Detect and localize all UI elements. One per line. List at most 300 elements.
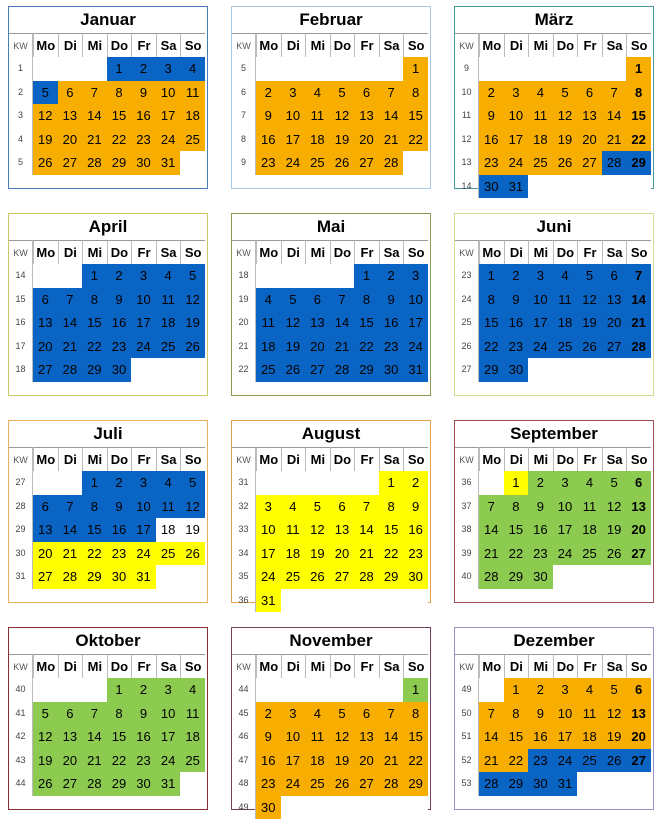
day-cell: 19 xyxy=(281,335,306,359)
day-cell: 14 xyxy=(379,725,404,749)
weekday-header: Fr xyxy=(577,33,602,57)
week-number: 44 xyxy=(9,772,33,796)
day-cell: 10 xyxy=(553,495,578,519)
week-number: 48 xyxy=(232,772,256,796)
day-cell: 1 xyxy=(626,57,651,81)
day-cell: 23 xyxy=(131,749,156,773)
day-cell: 11 xyxy=(180,702,205,726)
day-cell: 16 xyxy=(107,518,132,542)
week-number: 16 xyxy=(9,311,33,335)
day-cell: 8 xyxy=(403,81,428,105)
day-cell: 25 xyxy=(528,151,553,175)
empty-cell xyxy=(553,57,578,81)
weekday-header: Fr xyxy=(131,654,156,678)
day-cell: 12 xyxy=(602,702,627,726)
month-juli xyxy=(8,420,208,603)
day-cell: 6 xyxy=(305,288,330,312)
week-number: 31 xyxy=(232,471,256,495)
day-cell: 6 xyxy=(626,678,651,702)
empty-cell xyxy=(131,358,156,382)
day-cell: 13 xyxy=(577,104,602,128)
weekday-header: Do xyxy=(330,33,355,57)
day-cell: 21 xyxy=(602,128,627,152)
weekday-header: Mi xyxy=(528,447,553,471)
day-cell: 29 xyxy=(626,151,651,175)
week-number: 14 xyxy=(9,264,33,288)
day-cell: 12 xyxy=(553,104,578,128)
day-cell: 26 xyxy=(33,772,58,796)
empty-cell xyxy=(330,589,355,613)
weekday-header: Do xyxy=(107,654,132,678)
day-cell: 14 xyxy=(354,518,379,542)
day-cell: 17 xyxy=(403,311,428,335)
weekday-header: Mi xyxy=(82,654,107,678)
day-cell: 1 xyxy=(504,471,529,495)
day-cell: 28 xyxy=(58,565,83,589)
week-number: 21 xyxy=(232,335,256,359)
day-cell: 15 xyxy=(107,725,132,749)
week-number: 26 xyxy=(455,335,479,359)
weekday-header: Sa xyxy=(379,33,404,57)
empty-cell xyxy=(528,57,553,81)
day-cell: 13 xyxy=(602,288,627,312)
day-cell: 9 xyxy=(131,81,156,105)
empty-cell xyxy=(354,471,379,495)
day-cell: 24 xyxy=(528,335,553,359)
day-cell: 6 xyxy=(58,81,83,105)
weekday-header: Mi xyxy=(528,240,553,264)
day-cell: 26 xyxy=(305,565,330,589)
day-cell: 31 xyxy=(256,589,281,613)
empty-cell xyxy=(379,796,404,820)
day-cell: 3 xyxy=(504,81,529,105)
day-cell: 9 xyxy=(403,495,428,519)
day-cell: 8 xyxy=(504,495,529,519)
day-cell: 4 xyxy=(180,57,205,81)
day-cell: 12 xyxy=(305,518,330,542)
day-cell: 19 xyxy=(330,749,355,773)
day-cell: 25 xyxy=(577,749,602,773)
day-cell: 29 xyxy=(107,151,132,175)
week-number: 51 xyxy=(455,725,479,749)
day-cell: 23 xyxy=(256,151,281,175)
day-cell: 25 xyxy=(305,772,330,796)
day-cell: 8 xyxy=(403,702,428,726)
empty-cell xyxy=(626,772,651,796)
day-cell: 4 xyxy=(553,264,578,288)
day-cell: 14 xyxy=(602,104,627,128)
weekday-header: Fr xyxy=(577,447,602,471)
day-cell: 11 xyxy=(528,104,553,128)
empty-cell xyxy=(504,57,529,81)
weekday-header: Mi xyxy=(305,240,330,264)
weekday-header: Fr xyxy=(577,240,602,264)
day-cell: 12 xyxy=(33,725,58,749)
day-cell: 31 xyxy=(131,565,156,589)
day-cell: 30 xyxy=(479,175,504,199)
day-cell: 1 xyxy=(403,57,428,81)
month-title: November xyxy=(289,631,373,650)
day-cell: 14 xyxy=(82,104,107,128)
empty-cell xyxy=(156,358,181,382)
month-title: April xyxy=(88,217,128,236)
empty-cell xyxy=(281,796,306,820)
day-cell: 6 xyxy=(330,495,355,519)
day-cell: 26 xyxy=(330,772,355,796)
weekday-header: Sa xyxy=(379,240,404,264)
day-cell: 27 xyxy=(602,335,627,359)
day-cell: 1 xyxy=(354,264,379,288)
kw-header: KW xyxy=(455,240,479,264)
week-number: 49 xyxy=(455,678,479,702)
empty-cell xyxy=(479,678,504,702)
day-cell: 14 xyxy=(626,288,651,312)
weekday-header: Mo xyxy=(33,447,58,471)
day-cell: 2 xyxy=(131,57,156,81)
day-cell: 19 xyxy=(602,725,627,749)
day-cell: 11 xyxy=(256,311,281,335)
empty-cell xyxy=(553,358,578,382)
day-cell: 7 xyxy=(626,264,651,288)
week-number: 7 xyxy=(232,104,256,128)
day-cell: 2 xyxy=(403,471,428,495)
day-cell: 24 xyxy=(256,565,281,589)
empty-cell xyxy=(180,151,205,175)
empty-cell xyxy=(577,565,602,589)
day-cell: 20 xyxy=(33,335,58,359)
month-mrz xyxy=(454,6,654,194)
day-cell: 7 xyxy=(379,702,404,726)
day-cell: 10 xyxy=(528,288,553,312)
day-cell: 20 xyxy=(626,725,651,749)
month-title: August xyxy=(301,424,361,443)
weekday-header: Do xyxy=(553,654,578,678)
empty-cell xyxy=(305,589,330,613)
week-number: 20 xyxy=(232,311,256,335)
day-cell: 11 xyxy=(553,288,578,312)
weekday-header: Mi xyxy=(305,654,330,678)
week-number: 1 xyxy=(9,57,33,81)
week-number: 45 xyxy=(232,702,256,726)
day-cell: 11 xyxy=(577,495,602,519)
empty-cell xyxy=(281,264,306,288)
day-cell: 10 xyxy=(256,518,281,542)
empty-cell xyxy=(354,57,379,81)
day-cell: 26 xyxy=(180,335,205,359)
week-number: 30 xyxy=(9,542,33,566)
day-cell: 19 xyxy=(602,518,627,542)
day-cell: 13 xyxy=(58,104,83,128)
week-number: 18 xyxy=(232,264,256,288)
weekday-header: Mi xyxy=(305,447,330,471)
day-cell: 22 xyxy=(504,749,529,773)
day-cell: 22 xyxy=(107,749,132,773)
day-cell: 15 xyxy=(504,518,529,542)
day-cell: 9 xyxy=(107,288,132,312)
week-number: 31 xyxy=(9,565,33,589)
day-cell: 25 xyxy=(156,542,181,566)
empty-cell xyxy=(577,175,602,199)
day-cell: 6 xyxy=(626,471,651,495)
weekday-header: Di xyxy=(504,447,529,471)
weekday-header: So xyxy=(403,447,428,471)
weekday-header: Di xyxy=(504,33,529,57)
day-cell: 15 xyxy=(82,311,107,335)
day-cell: 12 xyxy=(330,725,355,749)
weekday-header: Sa xyxy=(602,447,627,471)
week-number: 41 xyxy=(9,702,33,726)
weekday-header: Di xyxy=(58,240,83,264)
day-cell: 23 xyxy=(479,151,504,175)
weekday-header: Di xyxy=(58,447,83,471)
day-cell: 16 xyxy=(479,128,504,152)
day-cell: 13 xyxy=(305,311,330,335)
day-cell: 30 xyxy=(403,565,428,589)
weekday-header: Do xyxy=(107,33,132,57)
day-cell: 10 xyxy=(553,702,578,726)
empty-cell xyxy=(256,57,281,81)
week-number: 25 xyxy=(455,311,479,335)
day-cell: 26 xyxy=(180,542,205,566)
day-cell: 9 xyxy=(528,495,553,519)
day-cell: 13 xyxy=(354,104,379,128)
day-cell: 5 xyxy=(330,702,355,726)
day-cell: 17 xyxy=(156,725,181,749)
day-cell: 30 xyxy=(379,358,404,382)
day-cell: 17 xyxy=(553,725,578,749)
day-cell: 16 xyxy=(528,518,553,542)
day-cell: 2 xyxy=(528,471,553,495)
week-number: 10 xyxy=(455,81,479,105)
day-cell: 30 xyxy=(504,358,529,382)
day-cell: 24 xyxy=(504,151,529,175)
weekday-header: So xyxy=(626,447,651,471)
day-cell: 8 xyxy=(626,81,651,105)
day-cell: 22 xyxy=(82,542,107,566)
day-cell: 13 xyxy=(33,518,58,542)
day-cell: 23 xyxy=(528,542,553,566)
kw-header: KW xyxy=(232,33,256,57)
day-cell: 2 xyxy=(528,678,553,702)
weekday-header: Mo xyxy=(479,447,504,471)
day-cell: 30 xyxy=(107,358,132,382)
day-cell: 3 xyxy=(553,471,578,495)
day-cell: 29 xyxy=(82,565,107,589)
month-januar xyxy=(8,6,208,189)
day-cell: 16 xyxy=(131,725,156,749)
empty-cell xyxy=(82,678,107,702)
day-cell: 16 xyxy=(131,104,156,128)
day-cell: 4 xyxy=(528,81,553,105)
day-cell: 28 xyxy=(82,151,107,175)
month-grid xyxy=(232,33,430,175)
day-cell: 17 xyxy=(256,542,281,566)
month-august xyxy=(231,420,431,608)
day-cell: 22 xyxy=(403,128,428,152)
day-cell: 7 xyxy=(354,495,379,519)
weekday-header: Mi xyxy=(528,33,553,57)
day-cell: 7 xyxy=(330,288,355,312)
day-cell: 3 xyxy=(256,495,281,519)
day-cell: 1 xyxy=(403,678,428,702)
week-number: 11 xyxy=(455,104,479,128)
week-number: 22 xyxy=(232,358,256,382)
weekday-header: Di xyxy=(281,33,306,57)
week-number: 36 xyxy=(232,589,256,613)
weekday-header: So xyxy=(180,33,205,57)
day-cell: 10 xyxy=(131,288,156,312)
day-cell: 19 xyxy=(553,128,578,152)
weekday-header: So xyxy=(626,654,651,678)
day-cell: 5 xyxy=(33,81,58,105)
month-title: Juli xyxy=(93,424,123,443)
day-cell: 31 xyxy=(403,358,428,382)
day-cell: 26 xyxy=(281,358,306,382)
day-cell: 18 xyxy=(553,311,578,335)
day-cell: 14 xyxy=(58,518,83,542)
month-april xyxy=(8,213,208,396)
day-cell: 22 xyxy=(107,128,132,152)
week-number: 6 xyxy=(232,81,256,105)
day-cell: 20 xyxy=(354,128,379,152)
day-cell: 23 xyxy=(256,772,281,796)
day-cell: 8 xyxy=(82,288,107,312)
week-number: 27 xyxy=(455,358,479,382)
weekday-header: Mo xyxy=(33,33,58,57)
month-grid xyxy=(455,654,653,796)
week-number: 34 xyxy=(232,542,256,566)
day-cell: 15 xyxy=(107,104,132,128)
day-cell: 15 xyxy=(379,518,404,542)
day-cell: 21 xyxy=(82,749,107,773)
day-cell: 22 xyxy=(626,128,651,152)
day-cell: 1 xyxy=(504,678,529,702)
day-cell: 10 xyxy=(504,104,529,128)
day-cell: 25 xyxy=(180,749,205,773)
day-cell: 5 xyxy=(180,471,205,495)
day-cell: 26 xyxy=(577,335,602,359)
day-cell: 18 xyxy=(305,128,330,152)
week-number: 5 xyxy=(9,151,33,175)
kw-header: KW xyxy=(9,240,33,264)
day-cell: 30 xyxy=(528,772,553,796)
empty-cell xyxy=(281,471,306,495)
week-number: 46 xyxy=(232,725,256,749)
day-cell: 25 xyxy=(156,335,181,359)
day-cell: 9 xyxy=(504,288,529,312)
day-cell: 20 xyxy=(330,542,355,566)
weekday-header: Fr xyxy=(131,33,156,57)
empty-cell xyxy=(33,678,58,702)
empty-cell xyxy=(58,57,83,81)
week-number: 4 xyxy=(9,128,33,152)
day-cell: 15 xyxy=(354,311,379,335)
day-cell: 2 xyxy=(379,264,404,288)
week-number: 50 xyxy=(455,702,479,726)
day-cell: 16 xyxy=(379,311,404,335)
day-cell: 7 xyxy=(58,495,83,519)
day-cell: 19 xyxy=(305,542,330,566)
day-cell: 18 xyxy=(180,725,205,749)
month-juni xyxy=(454,213,654,396)
weekday-header: Do xyxy=(107,447,132,471)
kw-header: KW xyxy=(232,447,256,471)
day-cell: 18 xyxy=(305,749,330,773)
weekday-header: Di xyxy=(58,654,83,678)
empty-cell xyxy=(58,471,83,495)
weekday-header: Do xyxy=(553,240,578,264)
day-cell: 31 xyxy=(504,175,529,199)
weekday-header: So xyxy=(403,654,428,678)
day-cell: 8 xyxy=(82,495,107,519)
day-cell: 27 xyxy=(626,749,651,773)
month-mai xyxy=(231,213,431,396)
weekday-header: Do xyxy=(330,240,355,264)
month-title: März xyxy=(534,10,574,29)
day-cell: 9 xyxy=(528,702,553,726)
month-grid xyxy=(455,33,653,198)
day-cell: 1 xyxy=(82,471,107,495)
empty-cell xyxy=(33,57,58,81)
day-cell: 11 xyxy=(305,725,330,749)
weekday-header: Fr xyxy=(131,240,156,264)
day-cell: 3 xyxy=(403,264,428,288)
month-november xyxy=(231,627,431,815)
day-cell: 9 xyxy=(256,104,281,128)
weekday-header: Mo xyxy=(256,240,281,264)
day-cell: 22 xyxy=(479,335,504,359)
kw-header: KW xyxy=(455,447,479,471)
day-cell: 1 xyxy=(107,57,132,81)
day-cell: 11 xyxy=(156,495,181,519)
day-cell: 8 xyxy=(107,81,132,105)
kw-header: KW xyxy=(232,240,256,264)
day-cell: 5 xyxy=(577,264,602,288)
day-cell: 19 xyxy=(180,311,205,335)
day-cell: 26 xyxy=(33,151,58,175)
empty-cell xyxy=(330,796,355,820)
day-cell: 22 xyxy=(379,542,404,566)
empty-cell xyxy=(577,57,602,81)
kw-header: KW xyxy=(9,654,33,678)
day-cell: 11 xyxy=(180,81,205,105)
day-cell: 12 xyxy=(577,288,602,312)
day-cell: 13 xyxy=(330,518,355,542)
week-number: 8 xyxy=(232,128,256,152)
empty-cell xyxy=(577,772,602,796)
day-cell: 22 xyxy=(82,335,107,359)
week-number: 35 xyxy=(232,565,256,589)
kw-header: KW xyxy=(455,33,479,57)
empty-cell xyxy=(58,264,83,288)
weekday-header: Sa xyxy=(379,447,404,471)
day-cell: 21 xyxy=(379,128,404,152)
day-cell: 28 xyxy=(82,772,107,796)
day-cell: 19 xyxy=(180,518,205,542)
day-cell: 18 xyxy=(577,518,602,542)
day-cell: 11 xyxy=(156,288,181,312)
month-title: September xyxy=(510,424,598,443)
month-september xyxy=(454,420,654,603)
weekday-header: So xyxy=(626,240,651,264)
month-grid xyxy=(9,654,207,796)
empty-cell xyxy=(330,264,355,288)
day-cell: 8 xyxy=(107,702,132,726)
day-cell: 4 xyxy=(281,495,306,519)
day-cell: 3 xyxy=(131,471,156,495)
empty-cell xyxy=(379,57,404,81)
day-cell: 13 xyxy=(58,725,83,749)
